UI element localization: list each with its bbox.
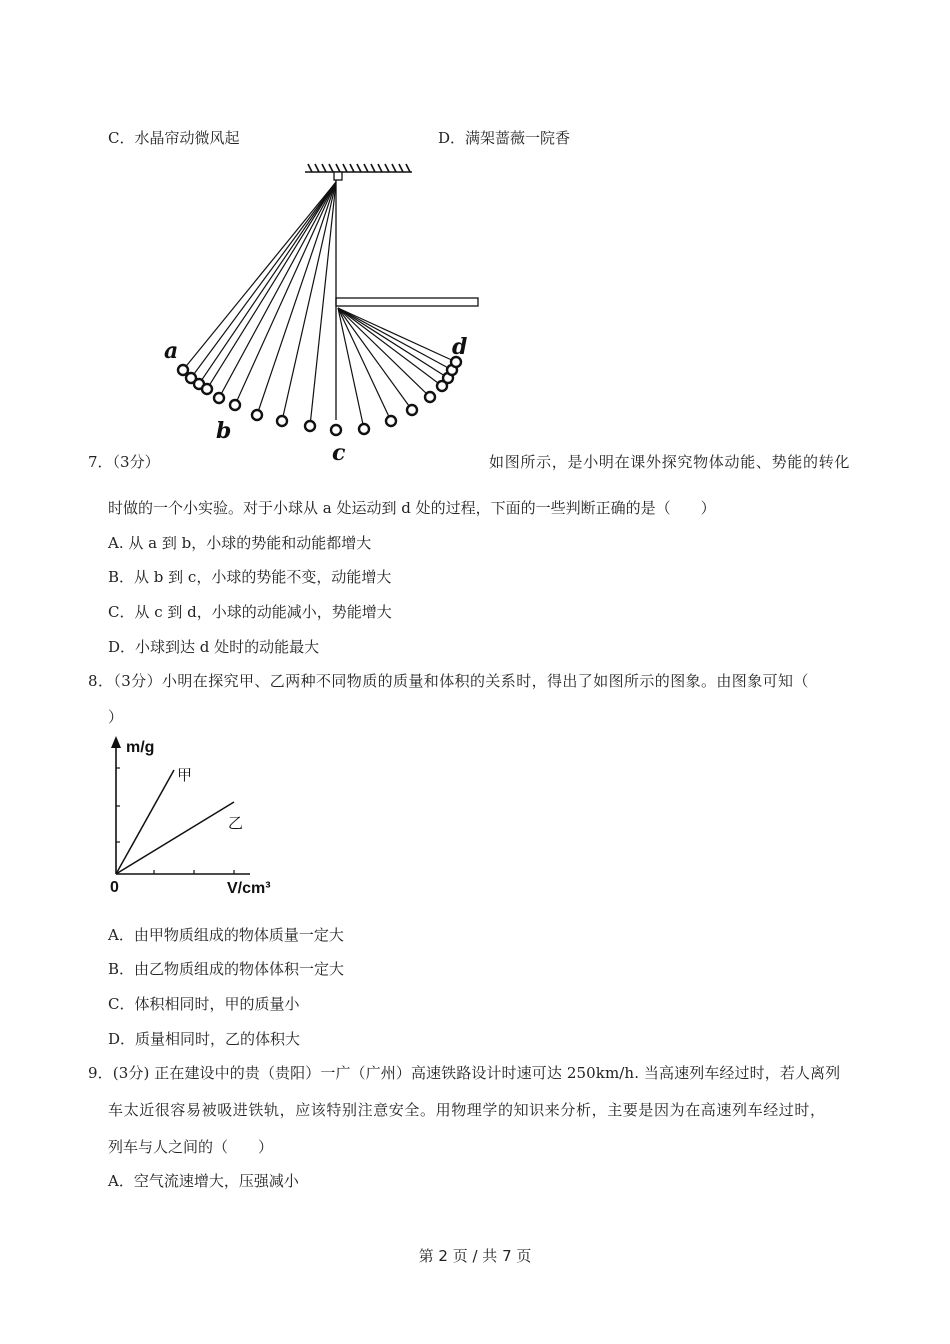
y-axis-arrow [111, 736, 121, 748]
line-yi [116, 802, 234, 874]
q7-number: 7．（3分） [88, 453, 160, 471]
pivot-block [334, 172, 342, 180]
mass-volume-graph [100, 730, 290, 900]
q9-stem-line3: 列车与人之间的（ ） [108, 1138, 274, 1156]
q7-stem-part2: 时做的一个小实验。对于小球从 a 处运动到 d 处的过程，下面的一些判断正确的是（ ） [108, 499, 716, 517]
q6-option-c: C．水晶帘动微风起 [108, 129, 240, 147]
x-axis-label: V/cm³ [227, 880, 271, 897]
label-b: b [216, 418, 232, 444]
ceiling-support [305, 164, 412, 172]
origin-label: 0 [110, 879, 119, 896]
q7-option-d: D．小球到达 d 处时的动能最大 [108, 638, 320, 656]
q9-option-a: A．空气流速增大，压强减小 [108, 1172, 299, 1190]
q7-option-c: C．从 c 到 d，小球的动能减小，势能增大 [108, 603, 392, 621]
q8-option-c: C．体积相同时，甲的质量小 [108, 995, 300, 1013]
q6-option-d: D．满架蔷薇一院香 [438, 129, 571, 147]
q9-stem-line1: 9．(3分) 正在建设中的贵（贵阳）一广（广州）高速铁路设计时速可达 250km/h. 当高速列车经过时，若人离列 [88, 1064, 841, 1082]
q7-stem-part1: 如图所示，是小明在课外探究物体动能、势能的转化 [489, 453, 851, 471]
pendulum-figure [150, 160, 490, 465]
line-jia [116, 770, 174, 874]
q8-stem-line2: ） [108, 708, 124, 726]
series-yi-label: 乙 [228, 815, 244, 832]
label-d: d [452, 334, 468, 360]
label-c: c [332, 440, 346, 465]
strings-right [338, 308, 456, 429]
q8-option-b: B．由乙物质组成的物体体积一定大 [108, 960, 345, 978]
q7-option-a: A. 从 a 到 b，小球的势能和动能都增大 [108, 534, 372, 552]
q8-stem-line1: 8．（3分）小明在探究甲、乙两种不同物质的质量和体积的关系时，得出了如图所示的图象。由图象可知（ [88, 672, 809, 690]
page-footer: 第 2 页 / 共 7 页 [418, 1247, 532, 1265]
q8-option-a: A．由甲物质组成的物体质量一定大 [108, 926, 344, 944]
q7-option-b: B．从 b 到 c，小球的势能不变，动能增大 [108, 568, 392, 586]
label-a: a [164, 338, 179, 364]
peg-bar [336, 298, 478, 306]
q8-option-d: D．质量相同时，乙的体积大 [108, 1030, 301, 1048]
q9-stem-line2: 车太近很容易被吸进铁轨，应该特别注意安全。用物理学的知识来分析，主要是因为在高速列车经过时， [108, 1101, 826, 1119]
y-axis-label: m/g [126, 739, 155, 756]
series-jia-label: 甲 [177, 767, 193, 784]
